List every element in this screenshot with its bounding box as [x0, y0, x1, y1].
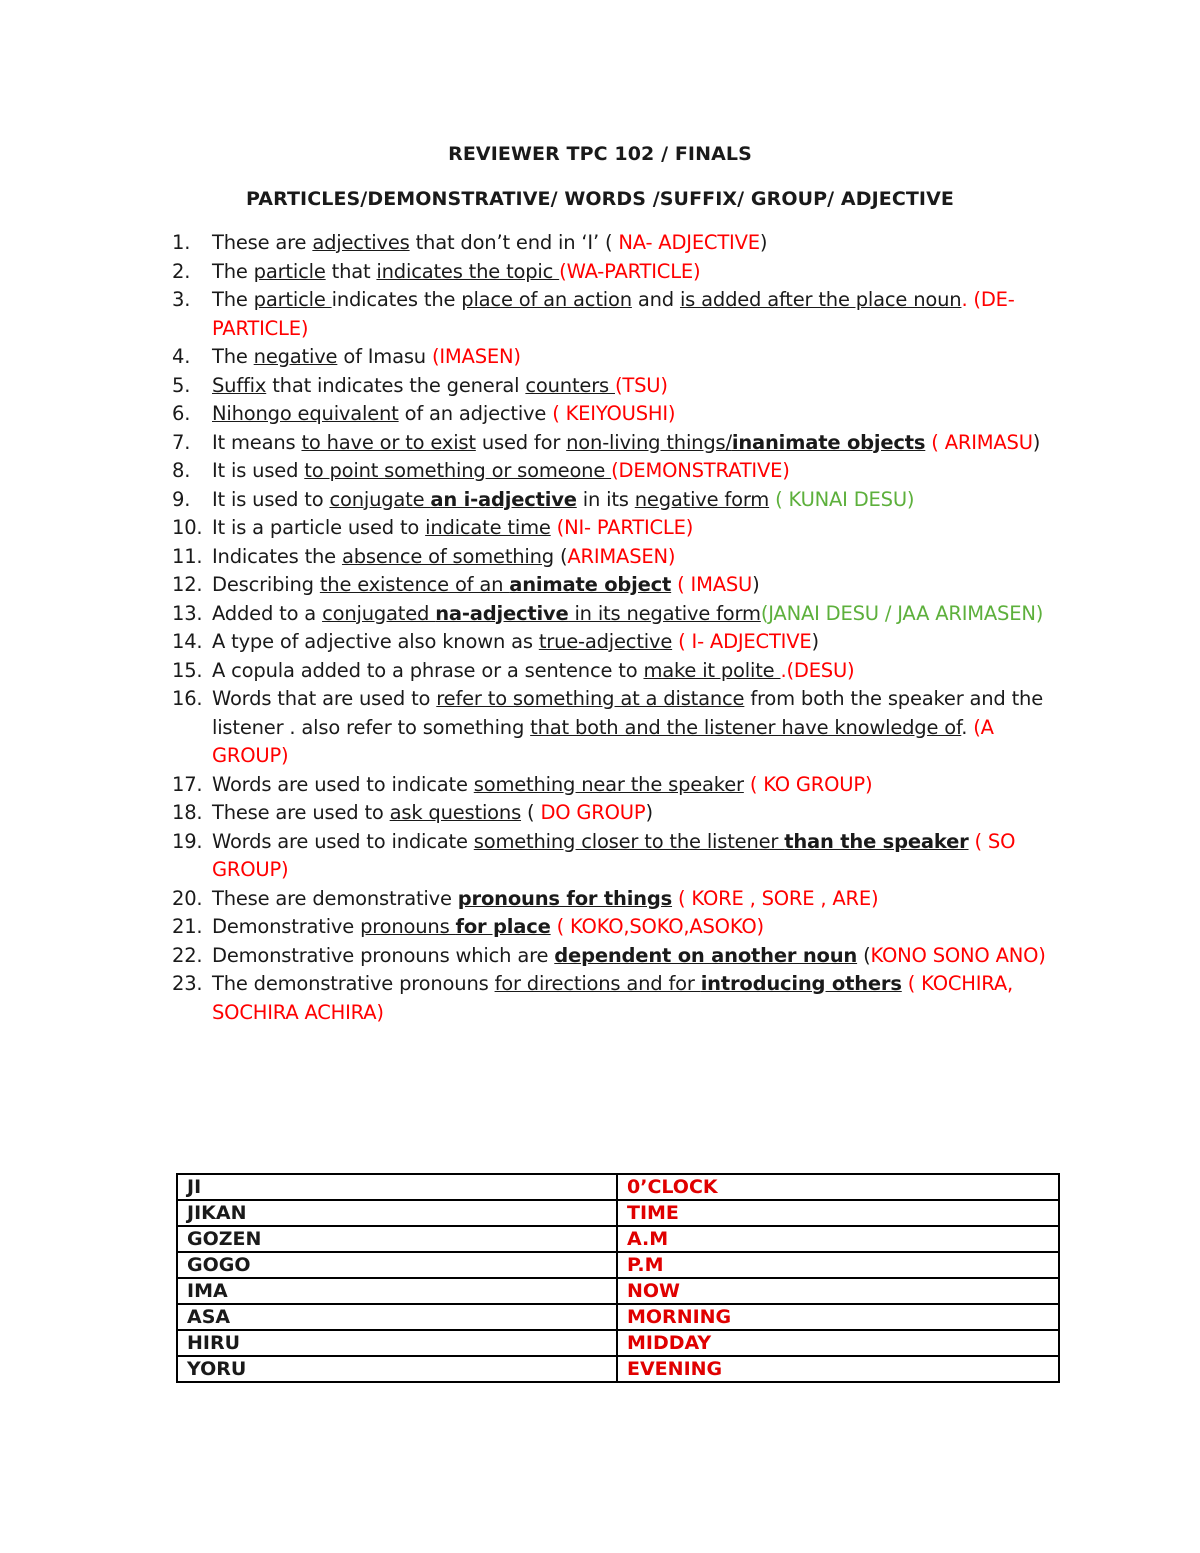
- list-number: 10.: [172, 516, 203, 539]
- question-text: to have or to exist: [301, 430, 476, 454]
- question-text: .: [961, 715, 974, 739]
- question-text: The demonstrative pronouns: [212, 972, 495, 995]
- list-item: [172, 685, 1072, 771]
- question-text: The: [212, 259, 254, 283]
- english-meaning-cell: P.M: [617, 1252, 1059, 1278]
- list-number: 23.: [172, 972, 203, 995]
- list-number: 9.: [172, 487, 191, 511]
- question-text: from both the speaker and the listener . also refer to something: [212, 687, 1044, 739]
- question-text: Added to a: [212, 601, 323, 625]
- question-text: an i-adjective: [430, 487, 577, 511]
- list-number: 6.: [172, 402, 191, 425]
- question-text: that indicates the general: [266, 373, 526, 397]
- question-text: ask questions: [389, 801, 522, 824]
- question-text: (: [857, 943, 871, 967]
- question-text: Words are used to indicate: [212, 772, 474, 796]
- answer-text: (NI- PARTICLE): [550, 516, 694, 539]
- list-item: [172, 229, 1072, 258]
- question-text: Words that are used to: [212, 687, 437, 710]
- question-text: animate object: [509, 573, 672, 596]
- japanese-term-cell: JIKAN: [177, 1200, 617, 1226]
- japanese-term-cell: GOZEN: [177, 1226, 617, 1252]
- question-text: indicate time: [425, 516, 551, 539]
- list-number: 21.: [172, 915, 203, 938]
- japanese-term-cell: ASA: [177, 1304, 617, 1330]
- answer-text: (DE-PARTICLE): [212, 288, 1015, 340]
- question-text: Nihongo equivalent: [212, 402, 399, 425]
- answer-text: ( KOCHIRA, SOCHIRA ACHIRA): [212, 972, 1013, 1024]
- question-text: Describing: [212, 573, 320, 596]
- question-text: make it polite: [643, 658, 781, 682]
- list-item: [172, 486, 1072, 515]
- question-text: dependent on another noun: [554, 943, 858, 967]
- question-text: than the speaker: [784, 829, 969, 853]
- question-text: A type of adjective also known as: [212, 630, 539, 653]
- list-item: [172, 372, 1072, 401]
- question-text: Demonstrative pronouns which are: [212, 943, 555, 967]
- table-row: [177, 1200, 1059, 1226]
- question-text: for place: [455, 915, 551, 938]
- question-text: pronouns: [360, 915, 456, 938]
- list-number: 15.: [172, 658, 203, 682]
- answer-text: ( KORE , SORE , ARE): [672, 886, 879, 910]
- list-number: 16.: [172, 687, 203, 710]
- list-item: [172, 514, 1072, 543]
- list-item: [172, 771, 1072, 800]
- question-text: ): [811, 630, 819, 653]
- english-meaning-cell: TIME: [617, 1200, 1059, 1226]
- list-item: [172, 970, 1072, 1027]
- question-text: ): [759, 231, 768, 254]
- answer-text: ( KO GROUP): [743, 772, 873, 796]
- answer-text: (IMASEN): [431, 345, 521, 368]
- question-text: A copula added to a phrase or a sentence to: [212, 658, 644, 682]
- list-number: 2.: [172, 259, 191, 283]
- question-text: that: [325, 259, 377, 283]
- list-number: 14.: [172, 630, 203, 653]
- english-meaning-cell: A.M: [617, 1226, 1059, 1252]
- list-item: [172, 543, 1072, 572]
- list-number: 1.: [172, 231, 191, 254]
- answer-text: ( KUNAI DESU): [769, 487, 915, 511]
- question-text: These are: [212, 231, 313, 254]
- question-text: na-adjective: [435, 601, 569, 625]
- list-number: 3.: [172, 288, 191, 311]
- question-text: Indicates the: [212, 544, 342, 568]
- answer-text: ( KEIYOUSHI): [552, 402, 676, 425]
- question-text: ): [1032, 430, 1041, 454]
- question-text: ): [645, 801, 653, 824]
- question-text: particle: [253, 259, 326, 283]
- question-text: ): [752, 573, 760, 596]
- question-text: and: [631, 288, 680, 311]
- answer-text: ( IMASU: [671, 573, 753, 596]
- document-subtitle: PARTICLES/DEMONSTRATIVE/ WORDS /SUFFIX/ GROUP/ ADJECTIVE: [246, 188, 954, 210]
- list-item: [172, 571, 1072, 600]
- list-number: 12.: [172, 573, 203, 596]
- question-text: in its negative form: [568, 601, 761, 625]
- answer-text: ( ARIMASU: [925, 430, 1033, 454]
- question-text: (: [553, 544, 568, 568]
- list-number: 20.: [172, 886, 203, 910]
- question-text: pronouns for things: [457, 886, 673, 910]
- list-item: [172, 885, 1072, 914]
- answer-text: DO GROUP: [540, 801, 646, 824]
- question-text: inanimate objects: [731, 430, 926, 454]
- question-text: true-adjective: [538, 630, 673, 653]
- question-text: indicates the topic: [376, 259, 560, 283]
- list-number: 22.: [172, 943, 203, 967]
- answer-text: (TSU): [614, 373, 668, 397]
- question-text: non-living things/: [566, 430, 732, 454]
- list-item: [172, 628, 1072, 657]
- table-row: [177, 1356, 1059, 1382]
- answer-text: ( KOKO,SOKO,ASOKO): [550, 915, 764, 938]
- list-item: [172, 258, 1072, 287]
- question-text: negative form: [634, 487, 770, 511]
- question-text: It is used to: [212, 487, 330, 511]
- question-text: negative: [253, 345, 338, 368]
- question-text: It means: [212, 430, 302, 454]
- question-text: in its: [576, 487, 635, 511]
- vocabulary-table: [176, 1173, 1060, 1383]
- list-number: 4.: [172, 345, 191, 368]
- list-item: [172, 799, 1072, 828]
- table-row: [177, 1304, 1059, 1330]
- list-number: 17.: [172, 772, 203, 796]
- question-text: These are demonstrative: [212, 886, 458, 910]
- table-row: [177, 1278, 1059, 1304]
- english-meaning-cell: MORNING: [617, 1304, 1059, 1330]
- question-text: conjugated: [322, 601, 436, 625]
- english-meaning-cell: 0’CLOCK: [617, 1174, 1059, 1200]
- question-text: adjectives: [312, 231, 410, 254]
- list-item: [172, 400, 1072, 429]
- question-text: counters: [525, 373, 615, 397]
- table-row: [177, 1226, 1059, 1252]
- question-list: [172, 229, 1072, 1027]
- english-meaning-cell: EVENING: [617, 1356, 1059, 1382]
- question-text: particle: [253, 288, 332, 311]
- list-item: [172, 913, 1072, 942]
- question-text: It is used: [212, 459, 305, 482]
- japanese-term-cell: IMA: [177, 1278, 617, 1304]
- question-text: Words are used to indicate: [212, 829, 474, 853]
- question-text: the existence of an: [319, 573, 510, 596]
- question-text: that don’t end in ‘I’ (: [409, 231, 619, 254]
- table-row: [177, 1252, 1059, 1278]
- list-item: [172, 600, 1072, 629]
- japanese-term-cell: YORU: [177, 1356, 617, 1382]
- japanese-term-cell: JI: [177, 1174, 617, 1200]
- question-text: The: [212, 288, 254, 311]
- list-item: [172, 286, 1072, 343]
- answer-text: (JANAI DESU / JAA ARIMASEN): [760, 601, 1044, 625]
- list-number: 11.: [172, 544, 203, 568]
- answer-text: KONO SONO ANO): [870, 943, 1046, 967]
- list-item: [172, 942, 1072, 971]
- list-number: 7.: [172, 430, 191, 454]
- question-text: indicates the: [331, 288, 462, 311]
- japanese-term-cell: GOGO: [177, 1252, 617, 1278]
- answer-text: (WA-PARTICLE): [559, 259, 701, 283]
- question-text: for directions and for: [494, 972, 701, 995]
- question-text: is added after the place noun: [679, 288, 962, 311]
- list-number: 8.: [172, 459, 191, 482]
- question-text: that both and the listener have knowledge of: [530, 715, 962, 739]
- question-text: something closer to the listener: [473, 829, 785, 853]
- question-text: to point something or someone: [304, 459, 612, 482]
- question-text: These are used to: [212, 801, 390, 824]
- answer-text: (A GROUP): [212, 715, 994, 767]
- question-text: The: [212, 345, 254, 368]
- question-text: of an adjective: [398, 402, 553, 425]
- list-item: [172, 657, 1072, 686]
- question-text: Demonstrative: [212, 915, 361, 938]
- question-text: used for: [475, 430, 567, 454]
- answer-text: (DEMONSTRATIVE): [611, 459, 790, 482]
- question-text: conjugate: [329, 487, 431, 511]
- list-item: [172, 828, 1072, 885]
- question-text: refer to something at a distance: [436, 687, 745, 710]
- question-text: It is a particle used to: [212, 516, 426, 539]
- answer-text: ( I- ADJECTIVE: [672, 630, 812, 653]
- english-meaning-cell: MIDDAY: [617, 1330, 1059, 1356]
- japanese-term-cell: HIRU: [177, 1330, 617, 1356]
- table-row: [177, 1330, 1059, 1356]
- list-number: 18.: [172, 801, 203, 824]
- question-text: (: [521, 801, 541, 824]
- list-number: 13.: [172, 601, 203, 625]
- document-title: REVIEWER TPC 102 / FINALS: [448, 143, 752, 165]
- table-row: [177, 1174, 1059, 1200]
- english-meaning-cell: NOW: [617, 1278, 1059, 1304]
- question-text: introducing others: [700, 972, 902, 995]
- answer-text: .: [961, 288, 968, 311]
- answer-text: NA- ADJECTIVE: [618, 231, 760, 254]
- question-text: absence of something: [341, 544, 554, 568]
- list-number: 5.: [172, 373, 191, 397]
- list-number: 19.: [172, 829, 203, 853]
- question-text: place of an action: [461, 288, 632, 311]
- question-text: something near the speaker: [473, 772, 744, 796]
- question-text: of Imasu: [337, 345, 432, 368]
- list-item: [172, 429, 1072, 458]
- answer-text: ( SO GROUP): [212, 829, 1016, 881]
- list-item: [172, 343, 1072, 372]
- list-item: [172, 457, 1072, 486]
- question-text: Suffix: [212, 373, 267, 397]
- answer-text: ARIMASEN): [567, 544, 676, 568]
- answer-text: .(DESU): [780, 658, 855, 682]
